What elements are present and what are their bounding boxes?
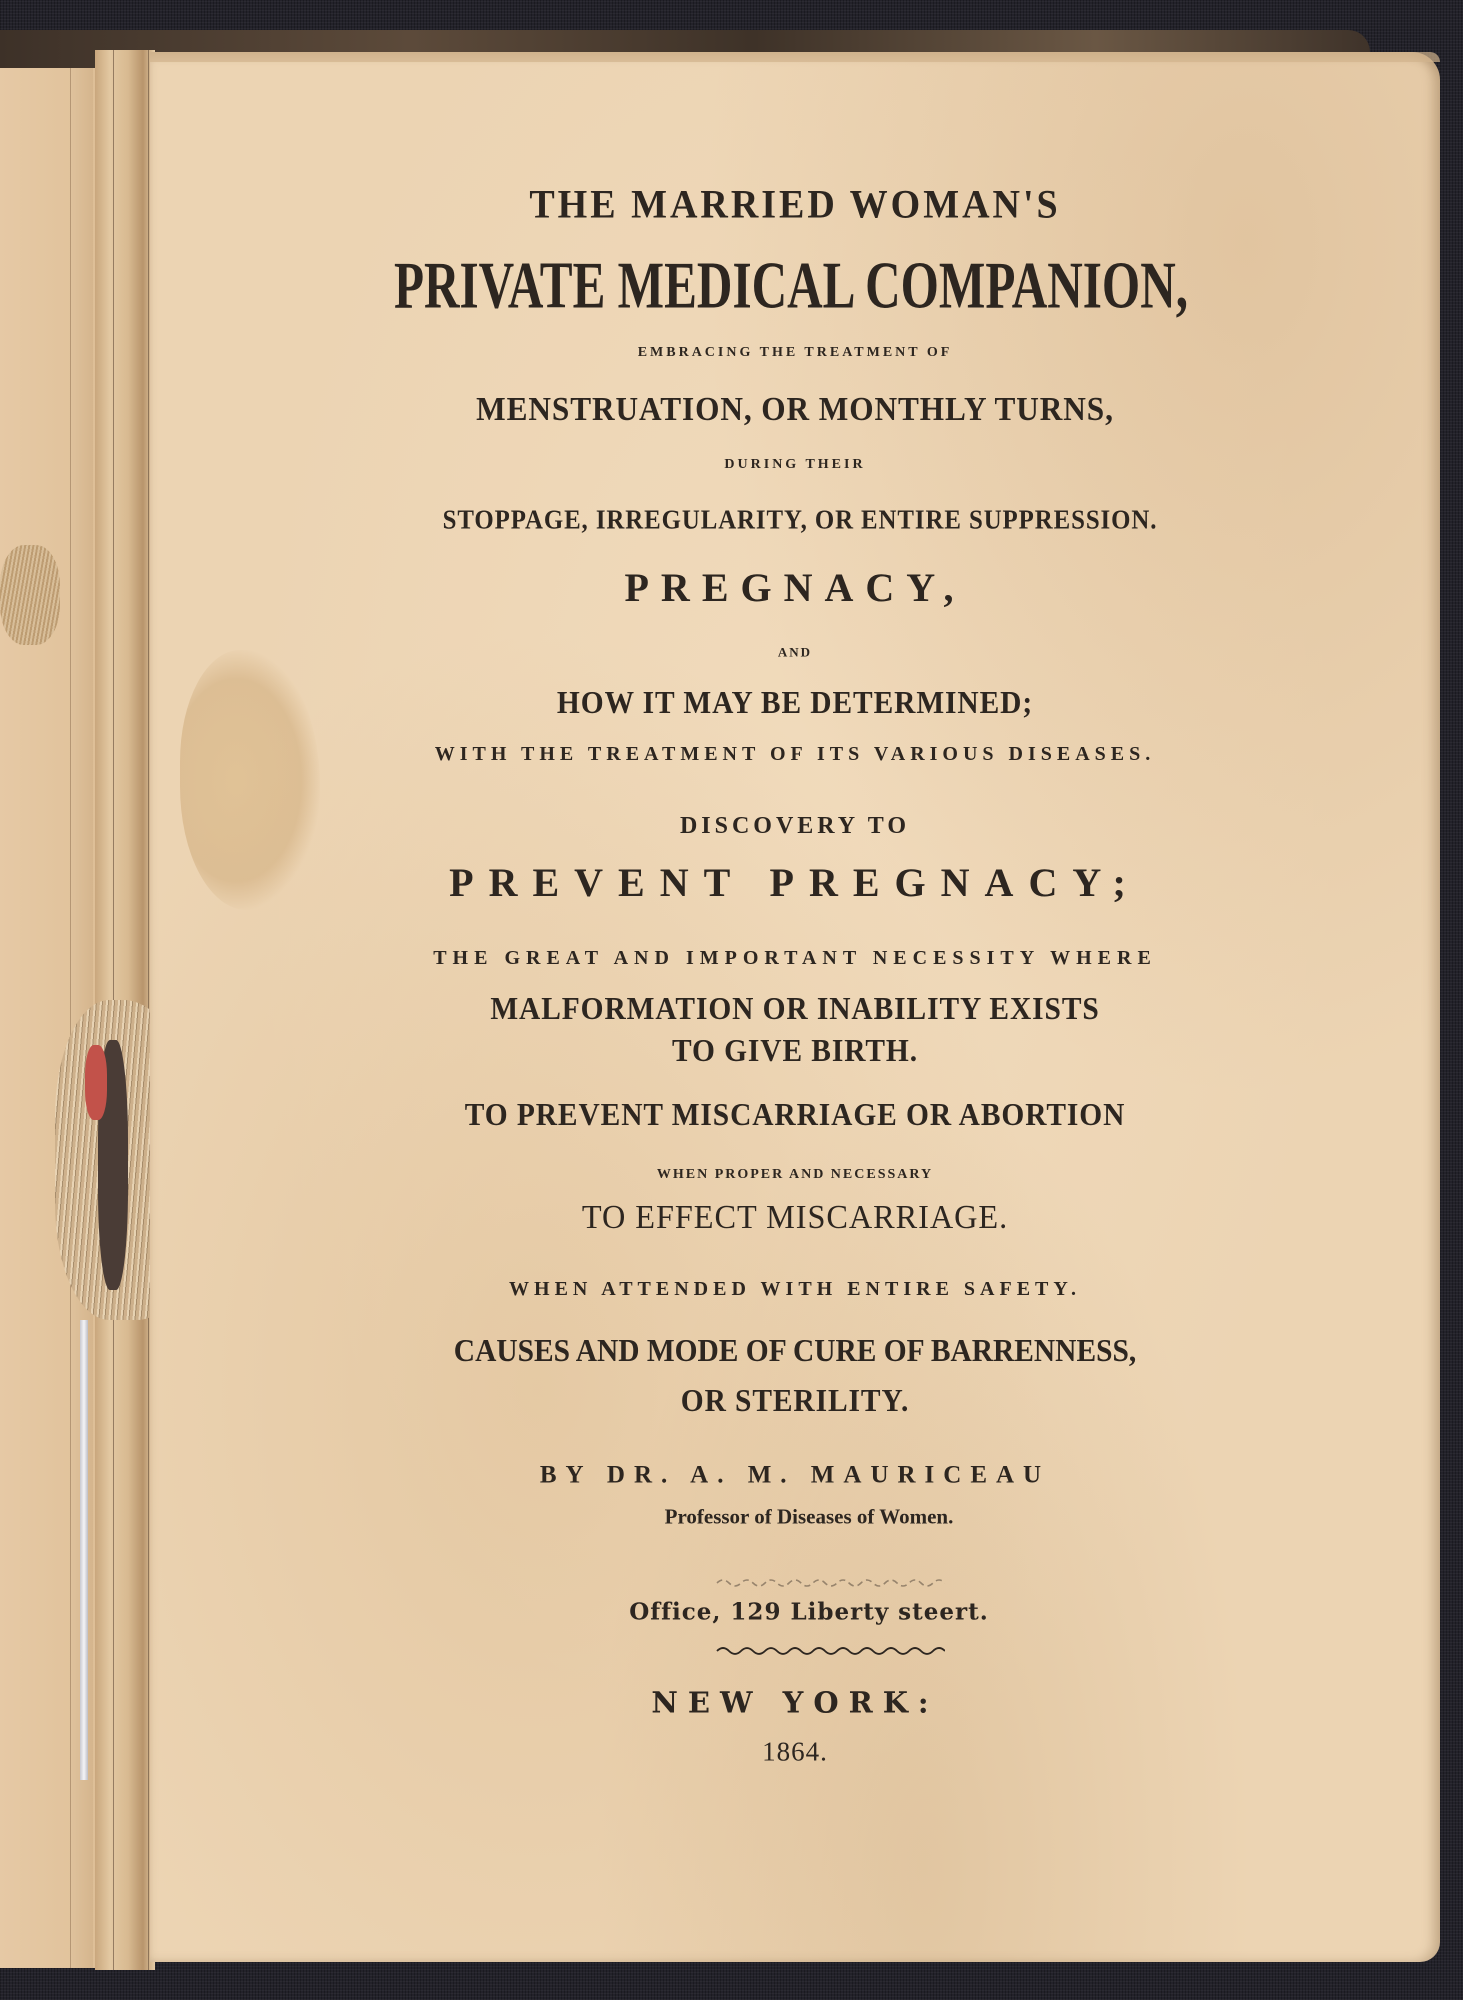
ornamental-rule-top — [715, 1576, 945, 1590]
subtitle-line: CAUSES AND MODE OF CURE OF BARRENNESS, — [453, 1332, 1137, 1368]
subtitle-line: THE GREAT AND IMPORTANT NECESSITY WHERE — [433, 947, 1157, 969]
title-line-2: PRIVATE MEDICAL COMPANION, — [393, 248, 1189, 322]
author-name: BY DR. A. M. MAURICEAU — [539, 1461, 1051, 1489]
subtitle-line: TO PREVENT MISCARRIAGE OR ABORTION — [464, 1096, 1126, 1132]
subtitle-line: WHEN PROPER AND NECESSARY — [656, 1167, 934, 1182]
silver-binding-strip — [80, 1320, 88, 1780]
subtitle-line: OR STERILITY. — [680, 1382, 910, 1418]
publication-year: 1864. — [762, 1736, 828, 1767]
subtitle-line: MALFORMATION OR INABILITY EXISTS — [490, 990, 1100, 1026]
subtitle-line: DISCOVERY TO — [679, 813, 911, 839]
title-line-1: THE MARRIED WOMAN'S — [529, 182, 1061, 228]
author-title: Professor of Diseases of Women. — [664, 1504, 954, 1529]
subtitle-line: MENSTRUATION, OR MONTHLY TURNS, — [476, 391, 1114, 428]
subtitle-line: STOPPAGE, IRREGULARITY, OR ENTIRE SUPPRESSION. — [442, 504, 1158, 535]
page-top-edge — [150, 52, 1440, 62]
subtitle-line: TO GIVE BIRTH. — [671, 1032, 919, 1068]
subtitle-line: HOW IT MAY BE DETERMINED; — [556, 684, 1034, 720]
subtitle-line: WHEN ATTENDED WITH ENTIRE SAFETY. — [509, 1278, 1081, 1300]
subtitle-line: DURING THEIR — [724, 457, 866, 472]
subtitle-line: TO EFFECT MISCARRIAGE. — [581, 1199, 1009, 1236]
publication-place: NEW YORK: — [651, 1685, 939, 1720]
red-paper-scrap — [85, 1045, 107, 1120]
office-address: Office, 129 Liberty steert. — [629, 1598, 989, 1626]
torn-paper-fibers — [0, 545, 60, 645]
subtitle-line: WITH THE TREATMENT OF ITS VARIOUS DISEASES. — [434, 743, 1156, 765]
subtitle-line: EMBRACING THE TREATMENT OF — [637, 345, 953, 360]
ornamental-rule-bottom — [715, 1644, 945, 1658]
subtitle-line: PREVENT PREGNACY; — [449, 860, 1141, 905]
subtitle-line: AND — [777, 644, 813, 660]
subtitle-line: PREGNACY, — [624, 565, 966, 610]
